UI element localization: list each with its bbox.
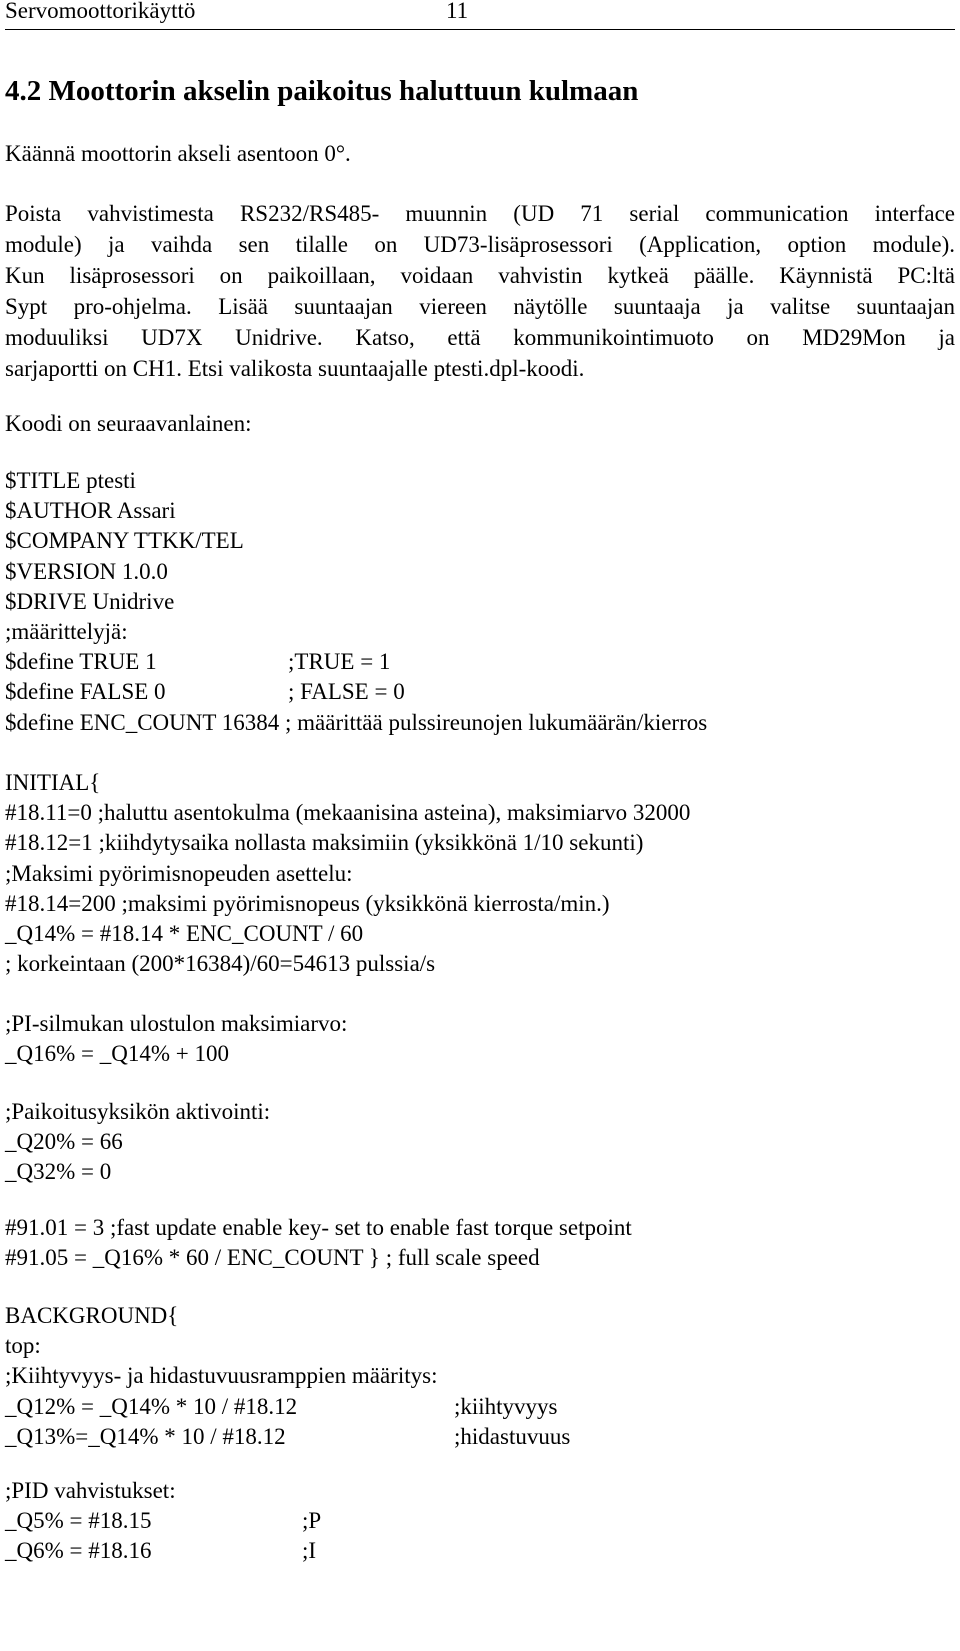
code-background-block: [5, 1301, 955, 1452]
intro-text: Käännä moottorin akseli asentoon 0°.: [5, 141, 351, 166]
code-line: ;Maksimi pyörimisnopeuden asettelu:: [5, 860, 353, 886]
code-intro: Koodi on seuraavanlainen:: [5, 411, 252, 436]
code-line: top:: [5, 1333, 41, 1359]
code-pi-block: [5, 1009, 955, 1069]
code-line: #91.01 = 3 ;fast update enable key- set to enable fast torque setpoint: [5, 1215, 632, 1240]
code-line: ; korkeintaan (200*16384)/60=54613 pulssia/s: [5, 951, 436, 977]
code-line: #18.11=0 ;haluttu asentokulma (mekaanisina asteina), maksimiarvo 32000: [5, 800, 691, 826]
code-line: ;Paikoitusyksikön aktivointi:: [5, 1099, 271, 1124]
code-activation-block: [5, 1097, 955, 1188]
code-pid-block: [5, 1476, 955, 1567]
code-line: $define ENC_COUNT 16384 ; määrittää pulssireunojen lukumäärän/kierros: [5, 709, 708, 735]
code-line: ;Kiihtyvyys- ja hidastuvuusramppien määritys:: [5, 1363, 438, 1389]
code-line: ;PID vahvistukset:: [5, 1478, 176, 1503]
code-fast-block: [5, 1213, 955, 1273]
code-line: ;määrittelyjä:: [5, 618, 128, 644]
code-line: _Q32% = 0: [5, 1159, 112, 1185]
code-line: #18.12=1 ;kiihdytysaika nollasta maksimiin (yksikkönä 1/10 sekunti): [5, 830, 644, 856]
pid-line: _Q5% = #18.15 ;P: [5, 1508, 322, 1534]
paragraph-line: Sypt pro-ohjelma. Lisää suuntaajan viereen näytölle suuntaaja ja valitse suuntaajan: [5, 294, 955, 319]
code-line: $AUTHOR Assari: [5, 498, 176, 524]
define-line: $define FALSE 0 ; FALSE = 0: [5, 679, 405, 705]
code-header-block: [5, 466, 955, 738]
code-line: _Q16% = _Q14% + 100: [5, 1041, 229, 1067]
paragraph-line: Poista vahvistimesta RS232/RS485- muunnin (UD 71 serial communication interface: [5, 201, 955, 226]
code-line: BACKGROUND{: [5, 1303, 179, 1328]
code-line: INITIAL{: [5, 770, 101, 795]
pid-line: _Q6% = #18.16 ;I: [5, 1538, 317, 1564]
paragraph-line: module) ja vaihda sen tilalle on UD73-lisäprosessori (Application, option module).: [5, 232, 955, 257]
section-heading: 4.2 Moottorin akselin paikoitus haluttuun kulmaan: [5, 75, 639, 107]
define-line: $define TRUE 1 ;TRUE = 1: [5, 649, 391, 675]
page-number: 11: [446, 0, 469, 23]
code-line: _Q14% = #18.14 * ENC_COUNT / 60: [5, 920, 364, 946]
code-line: $DRIVE Unidrive: [5, 588, 175, 614]
ramp-line: _Q12% = _Q14% * 10 / #18.12 ;kiihtyvyys: [5, 1393, 558, 1419]
page-header: [5, 0, 955, 30]
paragraph-line: Kun lisäprosessori on paikoillaan, voidaan vahvistin kytkeä päälle. Käynnistä PC:ltä: [5, 263, 955, 288]
code-line: $TITLE ptesti: [5, 468, 136, 493]
ramp-line: _Q13%=_Q14% * 10 / #18.12 ;hidastuvuus: [5, 1423, 571, 1449]
body-paragraph: [5, 198, 955, 384]
code-initial-block: [5, 768, 955, 979]
code-line: ;PI-silmukan ulostulon maksimiarvo:: [5, 1011, 348, 1036]
code-line: #18.14=200 ;maksimi pyörimisnopeus (yksikkönä kierrosta/min.): [5, 890, 610, 916]
code-line: #91.05 = _Q16% * 60 / ENC_COUNT } ; full scale speed: [5, 1245, 540, 1271]
paragraph-line: moduuliksi UD7X Unidrive. Katso, että kommunikointimuoto on MD29Mon ja: [5, 325, 955, 350]
paragraph-line: sarjaportti on CH1. Etsi valikosta suuntaajalle ptesti.dpl-koodi.: [5, 356, 585, 381]
document-title: Servomoottorikäyttö: [5, 0, 196, 23]
code-line: $VERSION 1.0.0: [5, 558, 168, 584]
code-line: $COMPANY TTKK/TEL: [5, 528, 244, 554]
code-line: _Q20% = 66: [5, 1129, 123, 1155]
